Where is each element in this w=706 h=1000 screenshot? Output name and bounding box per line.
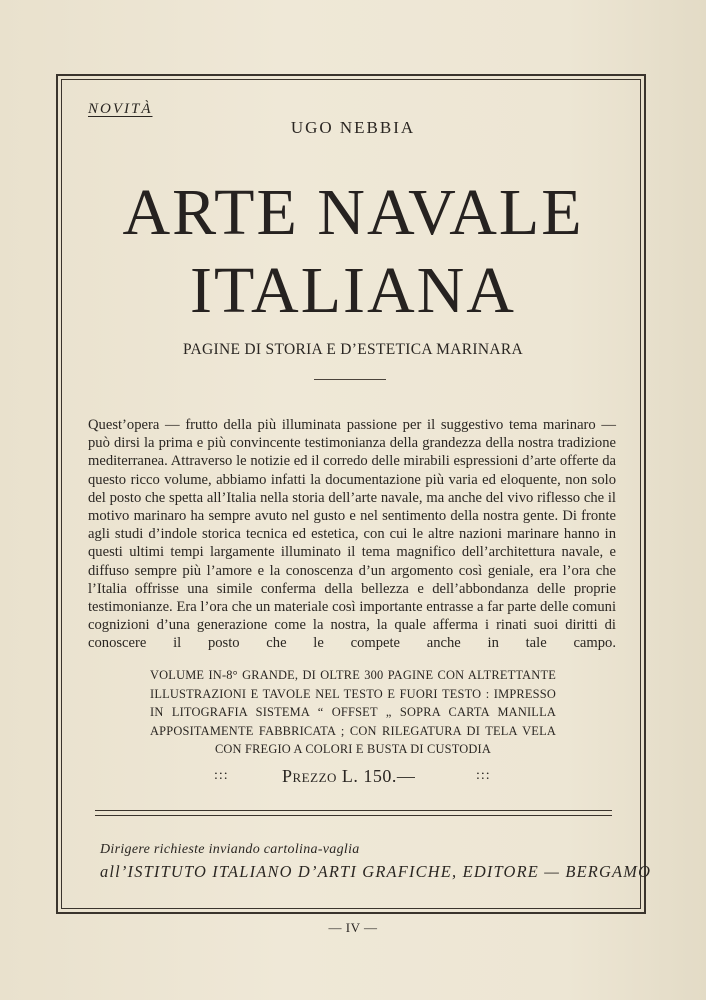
- spec-line: ILLUSTRAZIONI E TAVOLE NEL TESTO E FUORI TESTO : IMPRESSO: [150, 686, 556, 701]
- ornament-right: :::: [476, 768, 491, 783]
- book-title-line-2: ITALIANA: [190, 254, 516, 327]
- order-instructions: Dirigere richieste inviando cartolina-vaglia: [100, 842, 360, 857]
- spec-line: APPOSITAMENTE FABBRICATA ; CON RILEGATURA DI TELA VELA: [150, 723, 556, 738]
- book-description: Quest’opera — frutto della più illuminata passione per il suggestivo tema marinaro — può dirsi la prima e più convincente testimonianza della grandezza della nostra tradizione mediterranea. Attraverso le notizie ed il corredo delle mirabili espressioni d’arte offerte da questo ricco volume, abbiamo infatti la documentazione più varia ed eloquente, non solo del posto che spetta all’Italia nella storia dell’arte navale, ma anche del vivo riflesso che il motivo marinaro ha sempre avuto nel gusto e nel sentimento della nostra gente. Di fronte agli studi d’indole storica tecnica ed estetica, con cui le altre nazioni marinare hanno in questi ultimi tempi largamente illuminato il tema magnifico dell’architettura navale, e diffuso sempre più l’amore e la conoscenza d’un argomento così geniale, era l’ora che l’Italia offrisse una simile conferma della bellezza e dell’abbondanza delle proprie testimonianze. Era l’ora che un materiale così importante entrasse a far parte delle comuni cognizioni d’una generazione come la nostra, la quale afferma i rinati suoi diritti di conoscere il posto che le compete anche in tale campo.: [88, 417, 616, 652]
- spec-line: VOLUME IN-8° GRANDE, DI OLTRE 300 PAGINE CON ALTRETTANTE: [150, 668, 556, 682]
- price-text: Prezzo L. 150.—: [282, 766, 416, 786]
- book-specifications: [150, 666, 556, 759]
- book-title-line-1: ARTE NAVALE: [122, 176, 584, 249]
- book-subtitle: PAGINE DI STORIA E D’ESTETICA MARINARA: [183, 341, 523, 358]
- decorative-divider: [314, 379, 386, 380]
- publisher-line: all’ISTITUTO ITALIANO D’ARTI GRAFICHE, EDITORE — BERGAMO: [100, 862, 652, 881]
- page-number: — IV —: [328, 920, 378, 935]
- price-row: [0, 766, 706, 790]
- double-rule-top: [95, 810, 612, 811]
- spec-line: CON FREGIO A COLORI E BUSTA DI CUSTODIA: [214, 742, 492, 757]
- ornament-left: :::: [214, 768, 229, 783]
- novelty-label: NOVITÀ: [88, 101, 153, 117]
- double-rule-bottom: [95, 815, 612, 816]
- author-name: UGO NEBBIA: [290, 118, 416, 137]
- spec-line: IN LITOGRAFIA SISTEMA “ OFFSET „ SOPRA CARTA MANILLA: [150, 705, 556, 720]
